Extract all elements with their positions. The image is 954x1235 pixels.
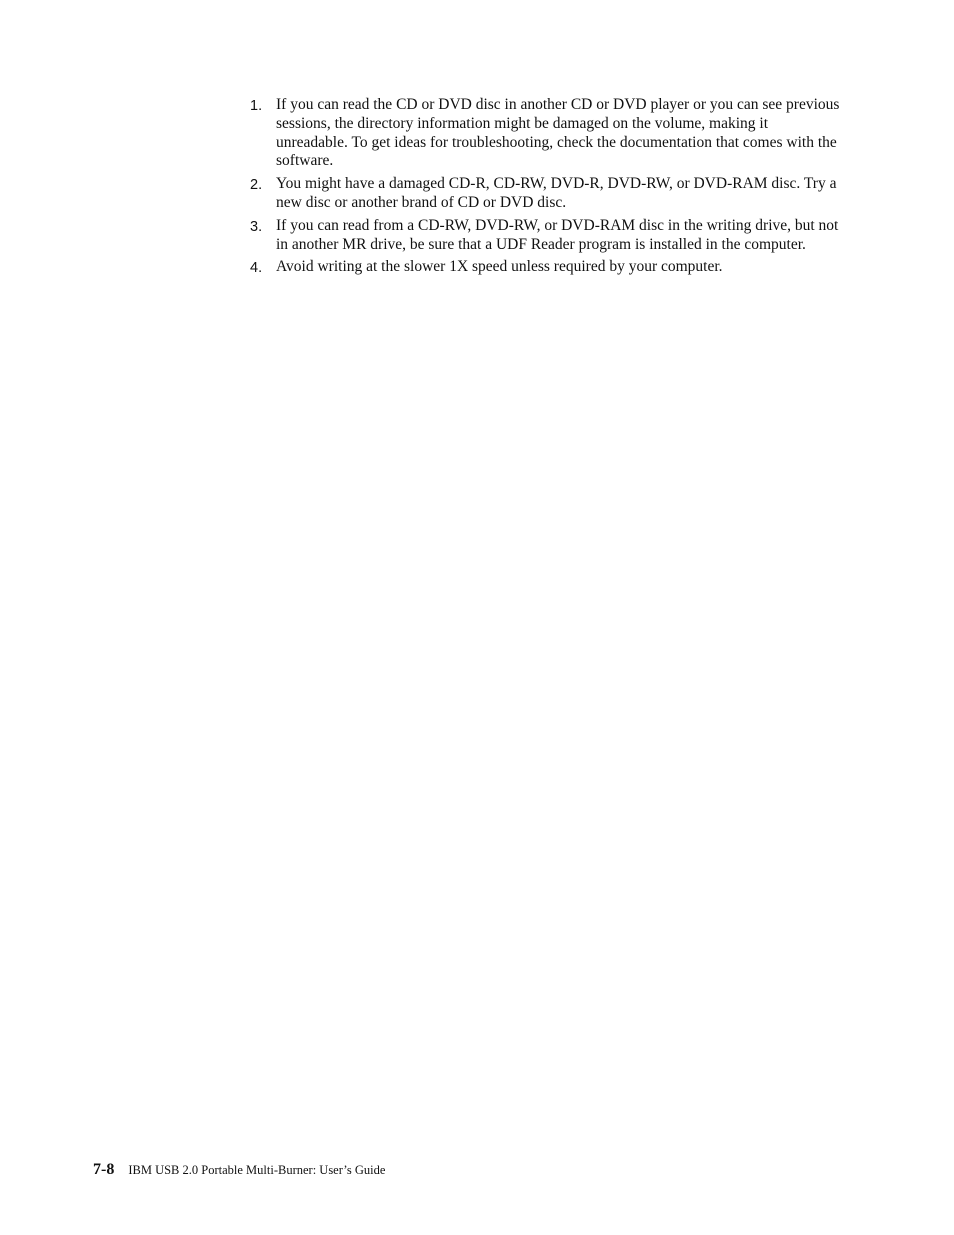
list-item-number: 1. xyxy=(250,98,263,114)
list-item-text: If you can read from a CD-RW, DVD-RW, or DVD-RAM disc in the writing drive, but not in another MR drive, be sure that a UDF Reader program is installed in the computer. xyxy=(276,216,839,253)
document-title: IBM USB 2.0 Portable Multi-Burner: User’s Guide xyxy=(128,1163,386,1177)
list-item-text: Avoid writing at the slower 1X speed unless required by your computer. xyxy=(276,258,723,276)
list-item xyxy=(250,175,840,213)
list-item-number: 3. xyxy=(250,218,263,235)
troubleshooting-list xyxy=(250,96,840,282)
page-number: 7-8 xyxy=(93,1161,115,1178)
page-footer xyxy=(93,1160,385,1180)
list-item-text: You might have a damaged CD-R, CD-RW, DVD-R, DVD-RW, or DVD-RAM disc. Try a new disc or another brand of CD or DVD disc. xyxy=(276,175,837,211)
list-item xyxy=(250,96,840,171)
list-item xyxy=(250,258,840,278)
list-item-number: 2. xyxy=(250,177,263,194)
list-item-text: If you can read the CD or DVD disc in another CD or DVD player or you can see previous sessions, the directory information might be damaged on the volume, making it unreadable. To get ideas for troubleshooting, check the documentation that comes with the software. xyxy=(276,96,840,170)
list-item-number: 4. xyxy=(250,260,263,277)
list-item xyxy=(250,217,840,255)
